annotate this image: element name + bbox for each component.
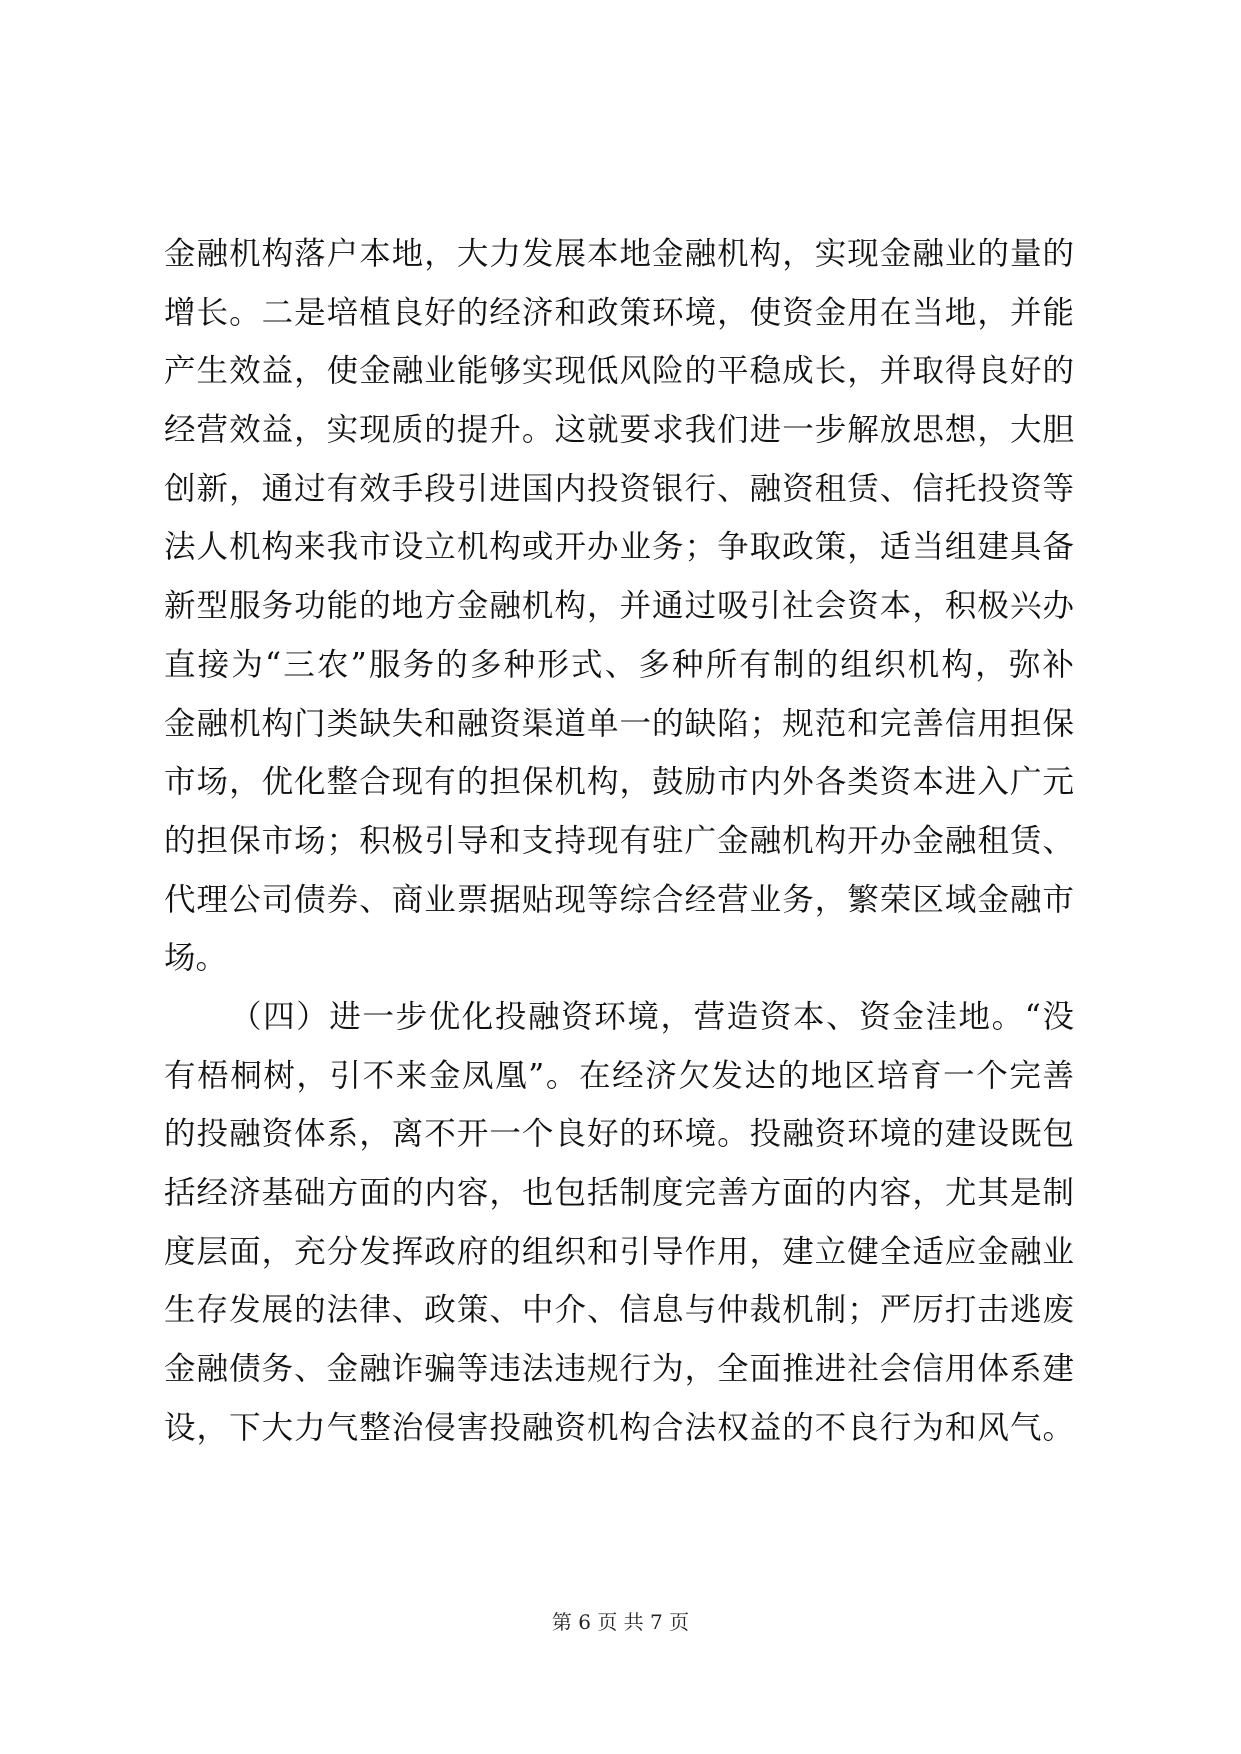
paragraph-line: 度层面，充分发挥政府的组织和引导作用，建立健全适应金融业 [164,1233,1074,1270]
paragraph-line: 新型服务功能的地方金融机构，并通过吸引社会资本，积极兴办 [164,588,1074,625]
paragraph-line: 产生效益，使金融业能够实现低风险的平稳成长，并取得良好的 [164,353,1074,390]
paragraph-line: 金融机构门类缺失和融资渠道单一的缺陷；规范和完善信用担保 [164,705,1074,742]
paragraph-line: 法人机构来我市设立机构或开办业务；争取政策，适当组建具备 [164,529,1074,566]
paragraph-line: 代理公司债券、商业票据贴现等综合经营业务，繁荣区域金融市 [164,881,1074,918]
paragraph-line: 直接为“三农”服务的多种形式、多种所有制的组织机构，弥补 [164,646,1074,683]
paragraph-line: 创新，通过有效手段引进国内投资银行、融资租赁、信托投资等 [164,470,1074,507]
paragraph-line: 场。 [164,940,228,977]
section-heading-line: （四）进一步优化投融资环境，营造资本、资金洼地。“没 [230,998,1074,1035]
paragraph-line: 的投融资体系，离不开一个良好的环境。投融资环境的建设既包 [164,1116,1074,1153]
paragraph-line: 设，下大力气整治侵害投融资机构合法权益的不良行为和风气。 [164,1409,1074,1446]
paragraph-line: 市场，优化整合现有的担保机构，鼓励市内外各类资本进入广元 [164,764,1074,801]
body-text [164,225,1074,1457]
paragraph-line: 经营效益，实现质的提升。这就要求我们进一步解放思想，大胆 [164,412,1074,449]
paragraph-line: 生存发展的法律、政策、中介、信息与仲裁机制；严厉打击逃废 [164,1292,1074,1329]
paragraph-line: 增长。二是培植良好的经济和政策环境，使资金用在当地，并能 [164,294,1074,331]
paragraph-line: 金融机构落户本地，大力发展本地金融机构，实现金融业的量的 [164,236,1074,272]
paragraph-line: 的担保市场；积极引导和支持现有驻广金融机构开办金融租赁、 [164,822,1074,859]
paragraph-line: 有梧桐树，引不来金凤凰”。在经济欠发达的地区培育一个完善 [164,1057,1074,1094]
page-number-footer: 第 6 页 共 7 页 [551,1610,690,1634]
paragraph-line: 括经济基础方面的内容，也包括制度完善方面的内容，尤其是制 [164,1175,1074,1211]
paragraph-line: 金融债务、金融诈骗等违法违规行为，全面推进社会信用体系建 [164,1351,1074,1388]
